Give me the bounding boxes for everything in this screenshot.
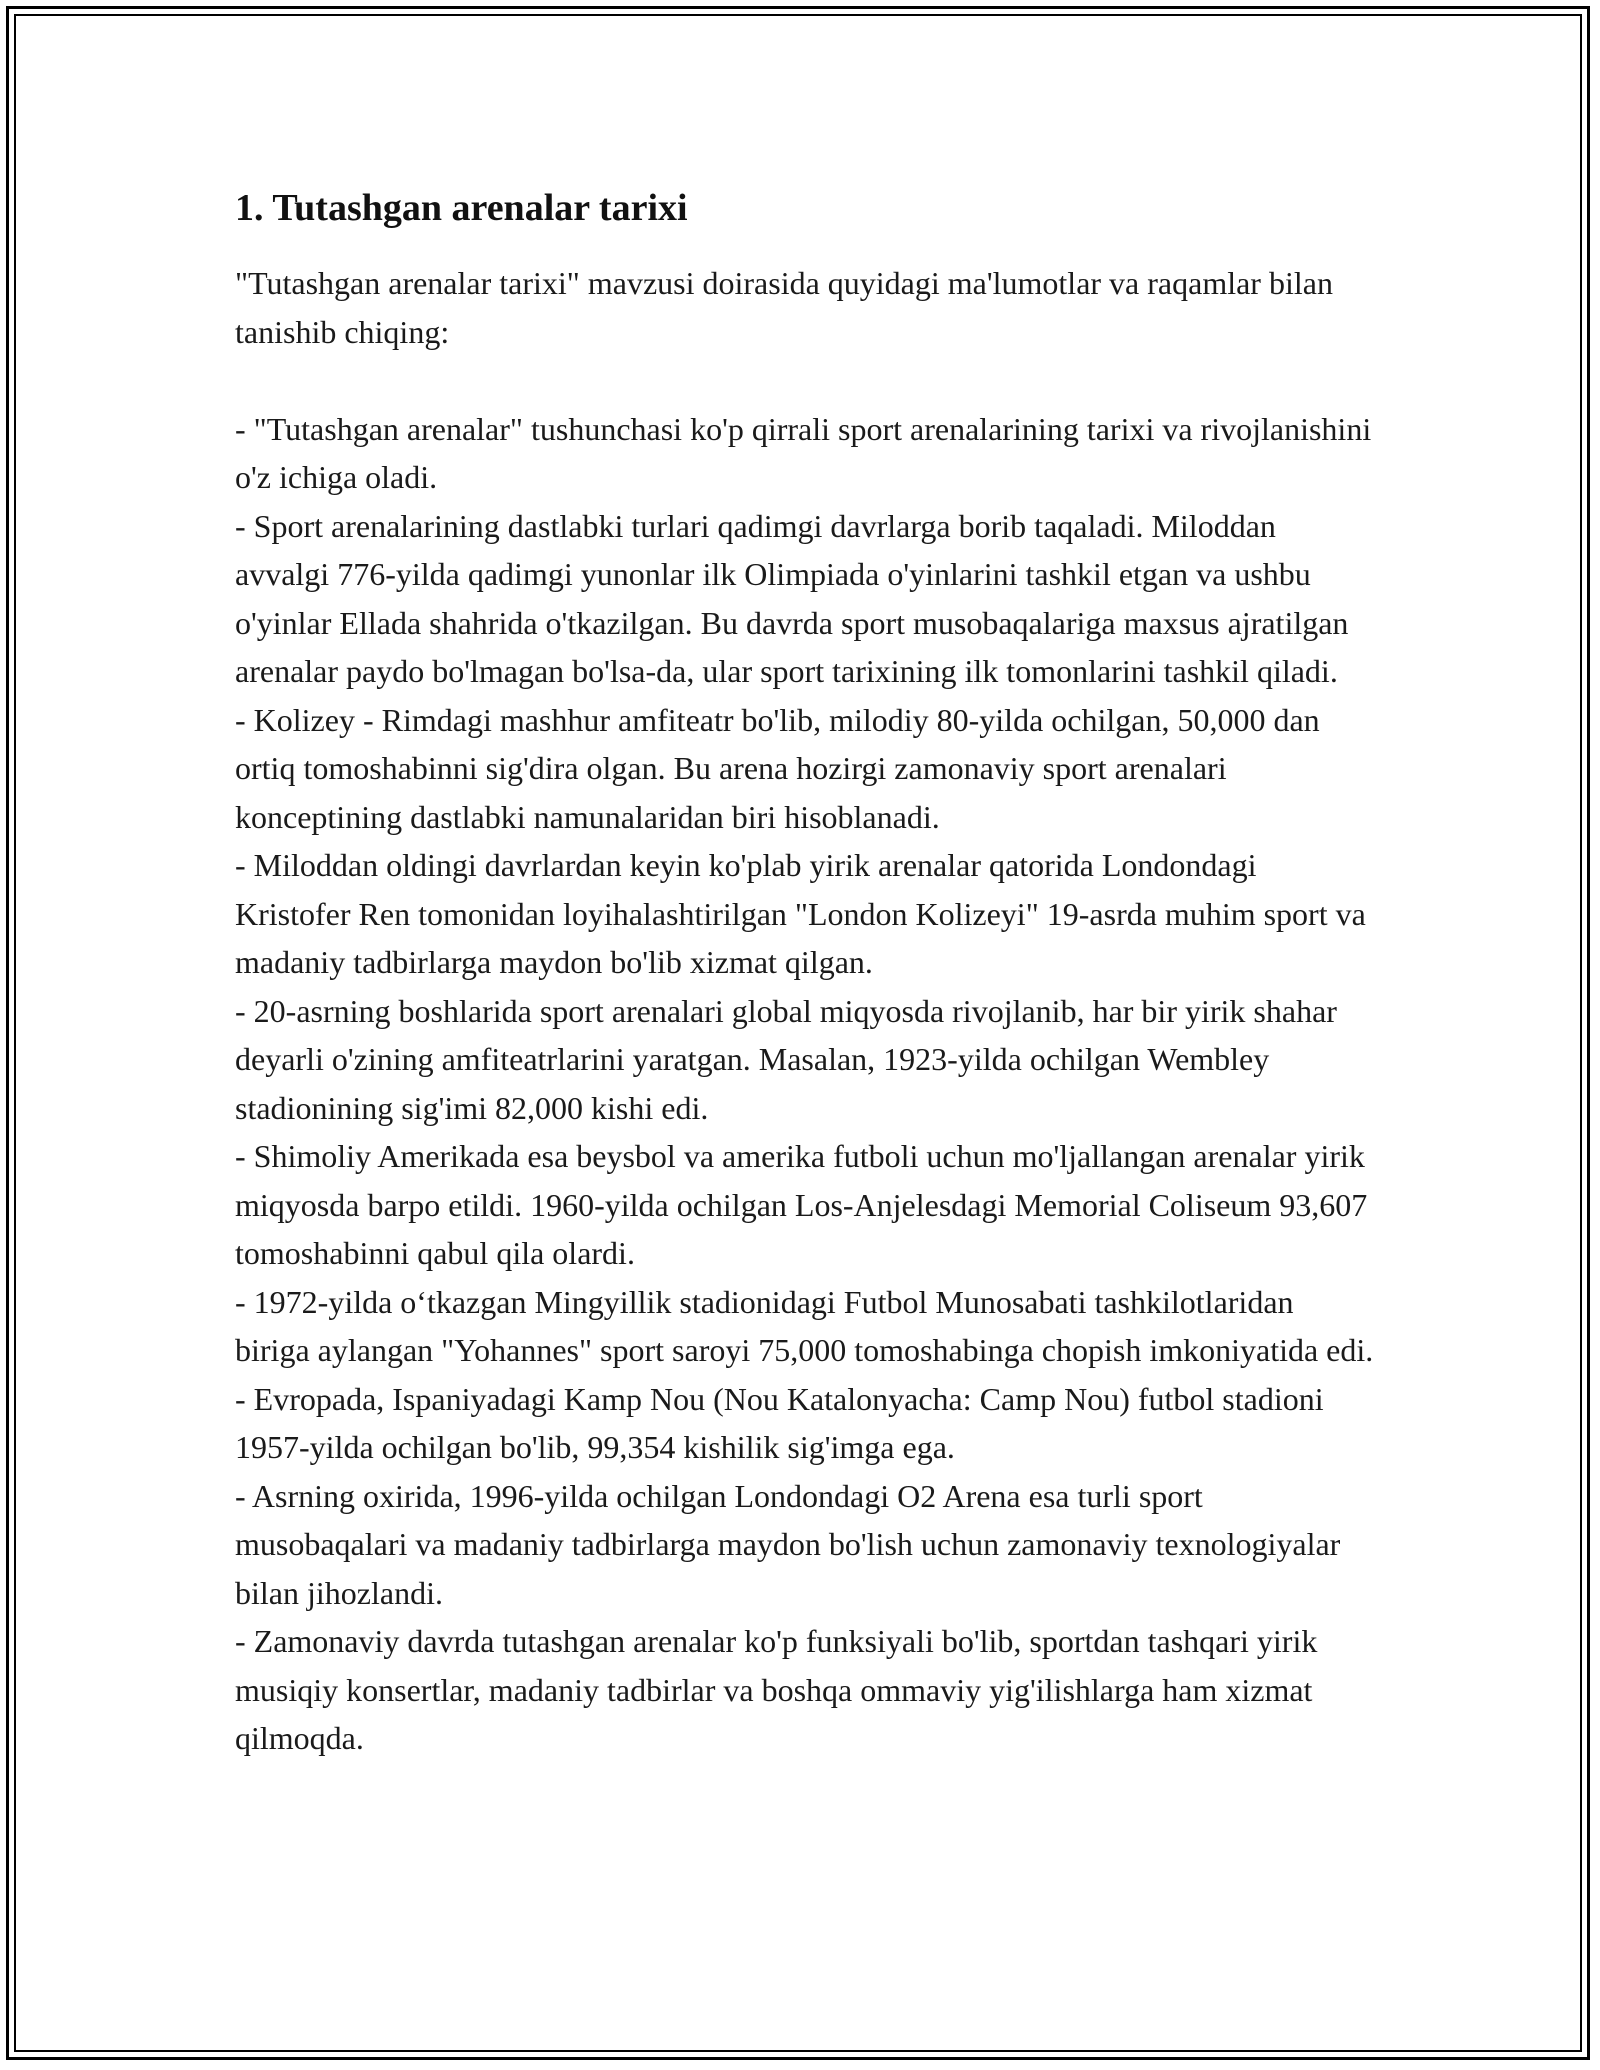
- bullet-item: - Kolizey - Rimdagi mashhur amfiteatr bo'lib, milodiy 80-yilda ochilgan, 50,000 dan ortiq tomoshabinni sig'dira olgan. Bu arena hozirgi zamonaviy sport arenalari konceptining dastlabki namunalaridan biri hisoblanadi.: [235, 701, 1320, 835]
- bullet-item: - 20-asrning boshlarida sport arenalari global miqyosda rivojlanib, har bir yirik shahar deyarli o'zining amfiteatrlarini yaratgan. Masalan, 1923-yilda ochilgan Wembley stadionining sig'imi 82,000 kishi edi.: [235, 992, 1337, 1126]
- bullet-item: - "Tutashgan arenalar" tushunchasi ko'p qirrali sport arenalarining tarixi va rivojlanishini o'z ichiga oladi.: [235, 410, 1372, 495]
- bullet-item: - Asrning oxirida, 1996-yilda ochilgan Londondagi O2 Arena esa turli sport musobaqalari va madaniy tadbirlarga maydon bo'lish uchun zamonaviy texnologiyalar bilan jihozlandi.: [235, 1477, 1341, 1611]
- bullet-item: - Zamonaviy davrda tutashgan arenalar ko'p funksiyali bo'lib, sportdan tashqari yirik musiqiy konsertlar, madaniy tadbirlar va boshqa ommaviy yig'ilishlarga ham xizmat qilmoqda.: [235, 1623, 1318, 1756]
- bullet-item: - Sport arenalarining dastlabki turlari qadimgi davrlarga borib taqaladi. Miloddan avvalgi 776-yilda qadimgi yunonlar ilk Olimpiada o'yinlarini tashkil etgan va ushbu o'yinlar Ellada shahrida o'tkazilgan. Bu davrda sport musobaqalariga maxsus ajratilgan arenalar paydo bo'lmagan bo'lsa-da, ular sport tarixining ilk tomonlarini tashkil qiladi.: [235, 507, 1349, 689]
- bullet-list: [235, 405, 1375, 1763]
- bullet-item: - 1972-yilda o‘tkazgan Mingyillik stadionidagi Futbol Munosabati tashkilotlaridan biriga aylangan "Yohannes" sport saroyi 75,000 tomoshabinga chopish imkoniyatida edi.: [235, 1283, 1374, 1368]
- section-heading: 1. Tutashgan arenalar tarixi: [235, 187, 688, 229]
- document-body: [235, 185, 1375, 1763]
- bullet-item: - Shimoliy Amerikada esa beysbol va amerika futboli uchun mo'ljallangan arenalar yirik miqyosda barpo etildi. 1960-yilda ochilgan Los-Anjelesdagi Memorial Coliseum 93,607 tomoshabinni qabul qila olardi.: [235, 1138, 1368, 1271]
- intro-paragraph: "Tutashgan arenalar tarixi" mavzusi doirasida quyidagi ma'lumotlar va raqamlar bilan tanishib chiqing:: [235, 265, 1333, 350]
- bullet-item: - Evropada, Ispaniyadagi Kamp Nou (Nou Katalonyacha: Camp Nou) futbol stadioni 1957-yilda ochilgan bo'lib, 99,354 kishilik sig'imga ega.: [235, 1380, 1324, 1465]
- bullet-item: - Miloddan oldingi davrlardan keyin ko'plab yirik arenalar qatorida Londondagi Kristofer Ren tomonidan loyihalashtirilgan "London Kolizeyi" 19-asrda muhim sport va madaniy tadbirlarga maydon bo'lib xizmat qilgan.: [235, 847, 1366, 980]
